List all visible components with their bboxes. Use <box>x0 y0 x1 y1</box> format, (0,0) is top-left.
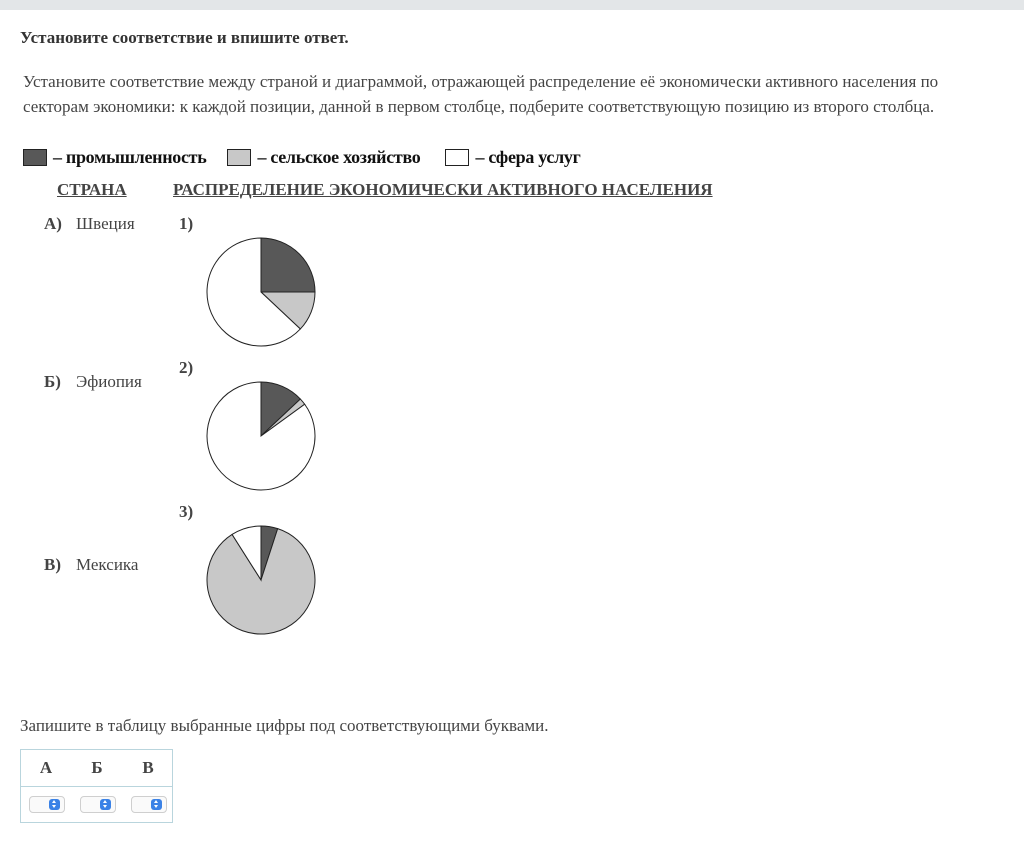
country-name: Эфиопия <box>76 372 142 391</box>
answer-table <box>20 749 173 823</box>
country-item <box>44 555 138 575</box>
legend-item-industry <box>23 147 206 168</box>
country-name: Мексика <box>76 555 139 574</box>
pie-slice-industry <box>261 238 315 292</box>
legend-label-services: – сфера услуг <box>475 146 581 167</box>
country-item <box>44 372 142 392</box>
legend-label-agriculture: – сельское хозяйство <box>257 146 421 167</box>
column-header-distribution: РАСПРЕДЕЛЕНИЕ ЭКОНОМИЧЕСКИ АКТИВНОГО НАСЕЛЕНИЯ <box>173 180 713 199</box>
country-letter: В) <box>44 555 61 574</box>
select-arrows-icon <box>151 799 162 810</box>
select-arrows-icon <box>49 799 60 810</box>
legend-item-agriculture <box>206 147 420 168</box>
answer-select-b[interactable] <box>80 796 116 813</box>
pie-label: 1) <box>179 214 194 233</box>
legend-swatch-agriculture <box>227 149 251 166</box>
pie-chart-2 <box>206 381 316 491</box>
answer-header-a: А <box>39 758 53 777</box>
select-arrows-icon <box>100 799 111 810</box>
pie-chart-3 <box>206 525 316 635</box>
top-bar <box>0 0 1024 10</box>
legend <box>23 144 580 170</box>
answer-header-v: В <box>142 758 154 777</box>
legend-item-services <box>420 147 580 168</box>
legend-swatch-services <box>445 149 469 166</box>
answer-select-a[interactable] <box>29 796 65 813</box>
pie-chart-1 <box>206 237 316 347</box>
pie-label: 2) <box>179 358 194 377</box>
answer-table-divider <box>21 786 172 787</box>
legend-label-industry: – промышленность <box>53 146 207 167</box>
country-letter: А) <box>44 214 62 233</box>
task-title: Установите соответствие и впишите ответ. <box>20 28 349 47</box>
column-header-country: СТРАНА <box>57 180 127 199</box>
country-letter: Б) <box>44 372 61 391</box>
pie-label: 3) <box>179 502 194 521</box>
legend-swatch-industry <box>23 149 47 166</box>
country-name: Швеция <box>76 214 135 233</box>
country-item <box>44 214 135 234</box>
task-text: Установите соответствие между страной и диаграммой, отражающей распределение её экономически активного населения по секторам экономики: к каждой позиции, данной в первом столбце, подберите соответствующую позицию из второго столбца. <box>23 72 939 116</box>
answer-select-v[interactable] <box>131 796 167 813</box>
answer-instruction: Запишите в таблицу выбранные цифры под соответствующими буквами. <box>20 716 549 735</box>
answer-header-b: Б <box>91 758 103 777</box>
